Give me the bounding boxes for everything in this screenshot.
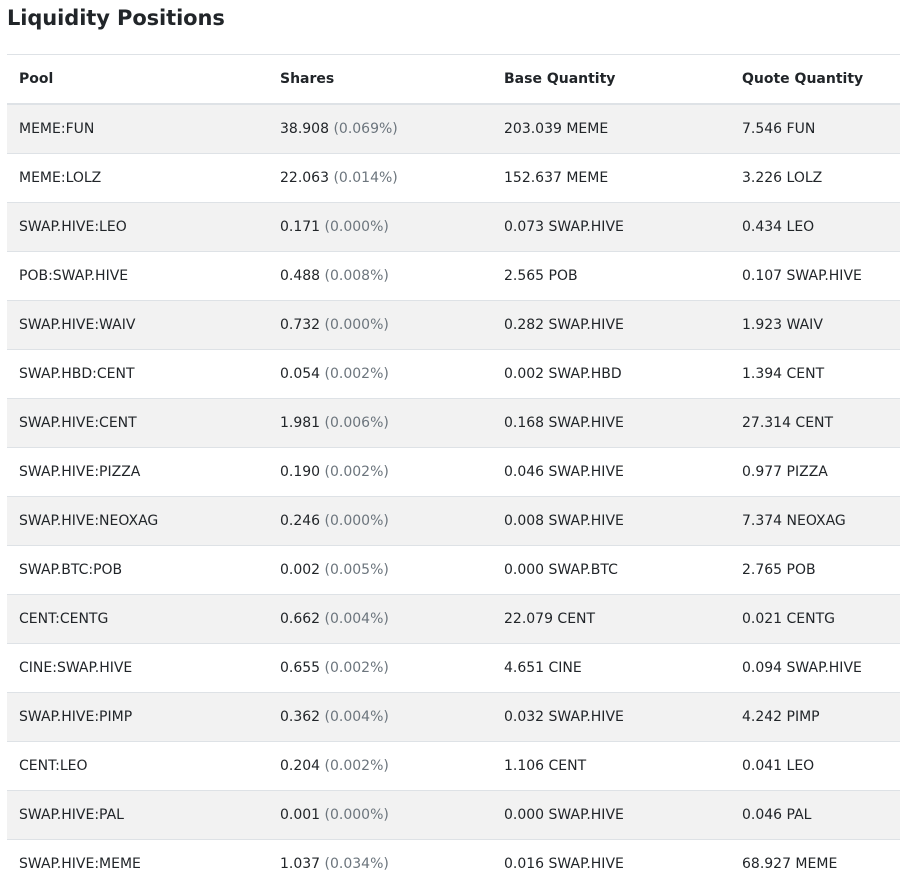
quote-quantity-cell: 27.314 CENT: [730, 399, 900, 448]
shares-value: 1.037: [280, 856, 321, 872]
base-quantity-cell: 2.565 POB: [492, 252, 730, 301]
quote-quantity-cell: 4.242 PIMP: [730, 693, 900, 742]
base-quantity-cell: 22.079 CENT: [492, 595, 730, 644]
base-quantity-cell: 152.637 MEME: [492, 154, 730, 203]
pool-cell: MEME:FUN: [7, 104, 268, 154]
base-quantity-cell: 0.000 SWAP.HIVE: [492, 791, 730, 840]
column-header-base-quantity: Base Quantity: [492, 55, 730, 105]
shares-cell: [268, 350, 492, 399]
shares-cell: [268, 252, 492, 301]
shares-percentage: (0.002%): [324, 758, 389, 774]
column-header-pool: Pool: [7, 55, 268, 105]
shares-cell: [268, 791, 492, 840]
quote-quantity-cell: 0.021 CENTG: [730, 595, 900, 644]
pool-cell: POB:SWAP.HIVE: [7, 252, 268, 301]
quote-quantity-cell: 3.226 LOLZ: [730, 154, 900, 203]
shares-value: 1.981: [280, 415, 321, 431]
shares-value: 0.002: [280, 562, 321, 578]
base-quantity-cell: 0.032 SWAP.HIVE: [492, 693, 730, 742]
shares-percentage: (0.004%): [324, 611, 389, 627]
shares-value: 0.054: [280, 366, 321, 382]
shares-value: 0.204: [280, 758, 321, 774]
quote-quantity-cell: 7.546 FUN: [730, 104, 900, 154]
column-header-shares: Shares: [268, 55, 492, 105]
pool-cell: SWAP.HIVE:WAIV: [7, 301, 268, 350]
shares-value: 0.362: [280, 709, 321, 725]
pool-cell: SWAP.HIVE:CENT: [7, 399, 268, 448]
table-row: [7, 595, 900, 644]
base-quantity-cell: 0.000 SWAP.BTC: [492, 546, 730, 595]
table-row: [7, 448, 900, 497]
table-row: [7, 252, 900, 301]
base-quantity-cell: 0.282 SWAP.HIVE: [492, 301, 730, 350]
base-quantity-cell: 0.008 SWAP.HIVE: [492, 497, 730, 546]
column-header-quote-quantity: Quote Quantity: [730, 55, 900, 105]
shares-cell: [268, 104, 492, 154]
table-row: [7, 546, 900, 595]
table-row: [7, 742, 900, 791]
shares-value: 38.908: [280, 121, 329, 137]
shares-cell: [268, 154, 492, 203]
shares-percentage: (0.014%): [333, 170, 398, 186]
quote-quantity-cell: 0.041 LEO: [730, 742, 900, 791]
base-quantity-cell: 203.039 MEME: [492, 104, 730, 154]
quote-quantity-cell: 0.434 LEO: [730, 203, 900, 252]
quote-quantity-cell: 7.374 NEOXAG: [730, 497, 900, 546]
base-quantity-cell: 1.106 CENT: [492, 742, 730, 791]
pool-cell: SWAP.HIVE:MEME: [7, 840, 268, 881]
base-quantity-cell: 0.002 SWAP.HBD: [492, 350, 730, 399]
table-header-row: [7, 55, 900, 105]
shares-cell: [268, 693, 492, 742]
table-row: [7, 203, 900, 252]
shares-value: 0.001: [280, 807, 321, 823]
base-quantity-cell: 0.016 SWAP.HIVE: [492, 840, 730, 881]
base-quantity-cell: 0.168 SWAP.HIVE: [492, 399, 730, 448]
liquidity-positions-table: [7, 54, 900, 881]
shares-percentage: (0.069%): [333, 121, 398, 137]
quote-quantity-cell: 1.923 WAIV: [730, 301, 900, 350]
pool-cell: CENT:CENTG: [7, 595, 268, 644]
shares-value: 0.655: [280, 660, 321, 676]
shares-cell: [268, 840, 492, 881]
page-title: Liquidity Positions: [7, 6, 225, 30]
table-row: [7, 399, 900, 448]
shares-value: 0.662: [280, 611, 321, 627]
pool-cell: MEME:LOLZ: [7, 154, 268, 203]
quote-quantity-cell: 1.394 CENT: [730, 350, 900, 399]
table-row: [7, 301, 900, 350]
shares-percentage: (0.006%): [324, 415, 389, 431]
quote-quantity-cell: 0.094 SWAP.HIVE: [730, 644, 900, 693]
shares-value: 0.190: [280, 464, 321, 480]
pool-cell: SWAP.HIVE:PIZZA: [7, 448, 268, 497]
shares-cell: [268, 742, 492, 791]
table-row: [7, 350, 900, 399]
table-row: [7, 644, 900, 693]
shares-cell: [268, 546, 492, 595]
table-row: [7, 104, 900, 154]
shares-cell: [268, 644, 492, 693]
shares-value: 0.171: [280, 219, 321, 235]
table-row: [7, 154, 900, 203]
shares-cell: [268, 399, 492, 448]
pool-cell: SWAP.BTC:POB: [7, 546, 268, 595]
shares-percentage: (0.002%): [324, 660, 389, 676]
quote-quantity-cell: 0.107 SWAP.HIVE: [730, 252, 900, 301]
base-quantity-cell: 4.651 CINE: [492, 644, 730, 693]
pool-cell: SWAP.HIVE:LEO: [7, 203, 268, 252]
shares-value: 0.246: [280, 513, 321, 529]
shares-value: 0.732: [280, 317, 321, 333]
shares-value: 22.063: [280, 170, 329, 186]
shares-percentage: (0.000%): [324, 219, 389, 235]
shares-cell: [268, 595, 492, 644]
shares-percentage: (0.000%): [324, 513, 389, 529]
table-row: [7, 840, 900, 881]
shares-percentage: (0.034%): [324, 856, 389, 872]
quote-quantity-cell: 0.977 PIZZA: [730, 448, 900, 497]
shares-percentage: (0.002%): [324, 464, 389, 480]
table-row: [7, 791, 900, 840]
shares-cell: [268, 448, 492, 497]
shares-cell: [268, 301, 492, 350]
shares-percentage: (0.004%): [324, 709, 389, 725]
pool-cell: CINE:SWAP.HIVE: [7, 644, 268, 693]
table-row: [7, 497, 900, 546]
pool-cell: SWAP.HIVE:NEOXAG: [7, 497, 268, 546]
quote-quantity-cell: 2.765 POB: [730, 546, 900, 595]
table-body: [7, 104, 900, 881]
pool-cell: SWAP.HBD:CENT: [7, 350, 268, 399]
table-row: [7, 693, 900, 742]
shares-cell: [268, 497, 492, 546]
shares-percentage: (0.008%): [324, 268, 389, 284]
shares-percentage: (0.000%): [324, 317, 389, 333]
shares-percentage: (0.000%): [324, 807, 389, 823]
base-quantity-cell: 0.046 SWAP.HIVE: [492, 448, 730, 497]
base-quantity-cell: 0.073 SWAP.HIVE: [492, 203, 730, 252]
pool-cell: CENT:LEO: [7, 742, 268, 791]
shares-percentage: (0.005%): [324, 562, 389, 578]
quote-quantity-cell: 68.927 MEME: [730, 840, 900, 881]
pool-cell: SWAP.HIVE:PAL: [7, 791, 268, 840]
shares-cell: [268, 203, 492, 252]
pool-cell: SWAP.HIVE:PIMP: [7, 693, 268, 742]
shares-percentage: (0.002%): [324, 366, 389, 382]
quote-quantity-cell: 0.046 PAL: [730, 791, 900, 840]
shares-value: 0.488: [280, 268, 321, 284]
